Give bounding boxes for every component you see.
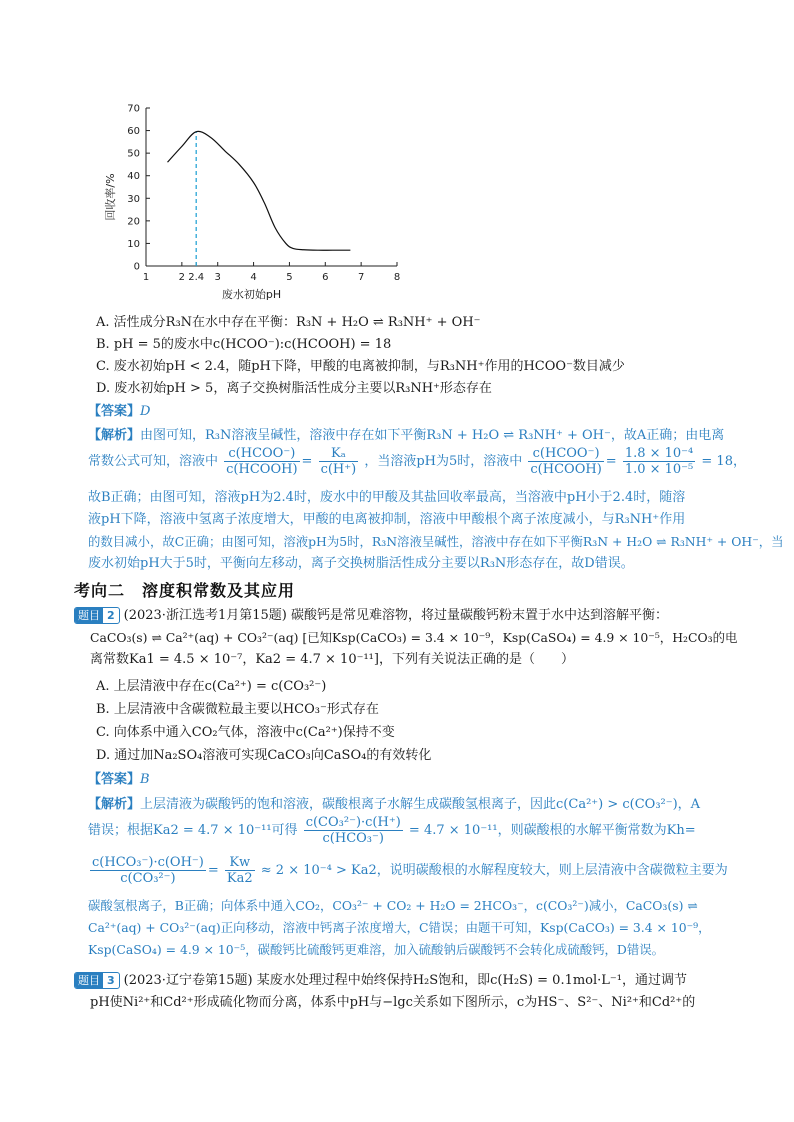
x-tick-label: 8 bbox=[393, 272, 401, 283]
y-tick-label: 40 bbox=[127, 171, 140, 183]
x-tick-label: 2.4 bbox=[188, 272, 205, 283]
q2-fraction-b: $\frac{\text{c(HCO₃⁻)·c(OH⁻)}}{\text{c(CO₃²⁻)}}$ bbox=[92, 855, 204, 886]
q2-analysis-line-3: $\frac{\text{c(HCO₃⁻)·c(OH⁻)}}{\text{c(CO₃²⁻)}}$ = $\frac{Kw}{Ka2}$ ≈ 2 × 10⁻⁴ > Ka2，说明碳酸根的水解程度较大，则上层清液中含碳微粒主要为 bbox=[92, 855, 728, 886]
q2-stem-line-2: CaCO₃(s) ⇌ Ca²⁺(aq) + CO₃²⁻(aq) [已知Ksp(CaCO₃) = 3.4 × 10⁻⁹，Ksp(CaSO₄) = 4.9 × 10⁻⁵，H₂CO₃的电 bbox=[90, 630, 738, 645]
y-axis-label: 回收率/% bbox=[104, 173, 117, 221]
q1-analysis-line-3: 故B正确；由图可知，溶液pH为2.4时，废水中的甲酸及其盐回收率最高，当溶液中pH小于2.4时，随溶 bbox=[88, 490, 686, 505]
x-axis-label: 废水初始pH bbox=[221, 288, 282, 301]
q2-fraction-a: $\frac{\text{c(CO₃²⁻)·c(H⁺)}}{\text{c(HCO₃⁻)}}$ bbox=[305, 815, 401, 846]
q1-answer: 【答案】D bbox=[88, 404, 151, 419]
q3-badge: 题目 3 bbox=[74, 972, 120, 989]
q2-option-d: D. 通过加Na₂SO₄溶液可实现CaCO₃向CaSO₄的有效转化 bbox=[96, 748, 432, 763]
x-tick-label: 5 bbox=[286, 272, 293, 283]
q3-stem-line-1: 题目 3 (2023·辽宁卷第15题) 某废水处理过程中始终保持H₂S饱和，即c(H₂S) = 0.1mol·L⁻¹，通过调节 bbox=[74, 972, 687, 990]
q2-analysis-line-1: 【解析】上层清液为碳酸钙的饱和溶液，碳酸根离子水解生成碳酸氢根离子，因此c(Ca²⁺) > c(CO₃²⁻)，A bbox=[88, 797, 701, 812]
recovery-chart bbox=[96, 96, 416, 306]
y-tick-label: 10 bbox=[127, 238, 140, 250]
q2-stem-line-1: 题目 2 (2023·浙江选考1月第15题) 碳酸钙是常见难溶物，将过量碳酸钙粉末置于水中达到溶解平衡： bbox=[74, 607, 668, 625]
q1-analysis-line-4: 液pH下降，溶液中氢离子浓度增大，甲酸的电离被抑制，溶液中甲酸根个离子浓度减小，与R₃NH⁺作用 bbox=[88, 512, 686, 527]
x-tick-label: 6 bbox=[322, 272, 329, 283]
q1-fraction-1: $\frac{\text{c(HCOO⁻)}}{\text{c(HCOOH)}}$ bbox=[226, 446, 298, 477]
q2-badge: 题目 2 bbox=[74, 607, 120, 624]
q1-fraction-4: $\frac{\text{1.8 × 10⁻⁴}}{\text{1.0 × 10⁻⁵}}$ bbox=[624, 446, 694, 477]
x-tick-label: 4 bbox=[250, 272, 257, 283]
q2-option-a: A. 上层清液中存在c(Ca²⁺) = c(CO₃²⁻) bbox=[96, 679, 327, 694]
q1-analysis-line-6: 废水初始pH大于5时，平衡向左移动，离子交换树脂活性成分主要以R₃N形态存在，故D错误。 bbox=[88, 556, 634, 571]
q1-analysis-line-1: 【解析】由图可知，R₃N溶液呈碱性，溶液中存在如下平衡R₃N + H₂O ⇌ R₃NH⁺ + OH⁻，故A正确；由电离 bbox=[88, 428, 725, 443]
x-tick-label: 3 bbox=[214, 272, 221, 283]
q1-fraction-3: $\frac{\text{c(HCOO⁻)}}{\text{c(HCOOH)}}$ bbox=[530, 446, 602, 477]
q2-option-b: B. 上层清液中含碳微粒最主要以HCO₃⁻形式存在 bbox=[96, 702, 379, 717]
section-title: 考向二 溶度积常数及其应用 bbox=[74, 581, 296, 600]
q1-option-c: C. 废水初始pH < 2.4，随pH下降，甲酸的电离被抑制，与R₃NH⁺作用的HCOO⁻数目减少 bbox=[96, 359, 625, 374]
y-tick-label: 60 bbox=[127, 126, 140, 138]
q3-stem-line-2: pH使Ni²⁺和Cd²⁺形成硫化物而分离，体系中pH与−lgc关系如下图所示，c为HS⁻、S²⁻、Ni²⁺和Cd²⁺的 bbox=[90, 995, 696, 1010]
recovery-curve bbox=[168, 131, 351, 250]
y-tick-label: 0 bbox=[133, 261, 140, 273]
y-tick-label: 50 bbox=[127, 148, 140, 160]
q2-analysis-line-6: Ksp(CaSO₄) = 4.9 × 10⁻⁵，碳酸钙比硫酸钙更难溶，加入硫酸钠后碳酸钙不会转化成硫酸钙，D错误。 bbox=[88, 942, 665, 957]
q2-analysis-line-2: 错误；根据Ka2 = 4.7 × 10⁻¹¹可得 $\frac{\text{c(CO₃²⁻)·c(H⁺)}}{\text{c(HCO₃⁻)}}$ = 4.7 × 10⁻¹¹，则碳酸根的水解平衡常数为Kh= bbox=[88, 815, 696, 846]
q2-stem-line-3: 离常数Ka1 = 4.5 × 10⁻⁷，Ka2 = 4.7 × 10⁻¹¹]，下列有关说法正确的是（ ） bbox=[90, 652, 574, 667]
q2-analysis-line-4: 碳酸氢根离子，B正确；向体系中通入CO₂，CO₃²⁻ + CO₂ + H₂O = 2HCO₃⁻，c(CO₃²⁻)减小，CaCO₃(s) ⇌ bbox=[88, 898, 698, 913]
q1-analysis-line-5: 的数目减小，故C正确；由图可知，溶液pH为5时，R₃N溶液呈碱性，溶液中存在如下平衡R₃N + H₂O ⇌ R₃NH⁺ + OH⁻，当 bbox=[88, 534, 784, 549]
q2-fraction-c: $\frac{Kw}{Ka2}$ bbox=[226, 855, 253, 886]
q1-fraction-2: $\frac{\text{Kₐ}}{c(H^+)}$ bbox=[320, 446, 357, 477]
q1-option-a: A. 活性成分R₃N在水中存在平衡：R₃N + H₂O ⇌ R₃NH⁺ + OH⁻ bbox=[96, 315, 481, 330]
q2-answer: 【答案】B bbox=[88, 772, 150, 787]
q2-analysis-line-5: Ca²⁺(aq) + CO₃²⁻(aq)正向移动，溶液中钙离子浓度增大，C错误；由题干可知，Ksp(CaCO₃) = 3.4 × 10⁻⁹， bbox=[88, 920, 711, 935]
y-tick-label: 30 bbox=[127, 193, 140, 205]
x-tick-label: 7 bbox=[357, 272, 365, 283]
x-tick-label: 1 bbox=[142, 272, 150, 283]
q1-option-b: B. pH = 5的废水中c(HCOO⁻):c(HCOOH) = 18 bbox=[96, 337, 392, 352]
q1-option-d: D. 废水初始pH > 5，离子交换树脂活性成分主要以R₃NH⁺形态存在 bbox=[96, 381, 492, 396]
y-tick-label: 70 bbox=[127, 103, 140, 115]
y-tick-label: 20 bbox=[127, 216, 140, 228]
x-tick-label: 2 bbox=[178, 272, 186, 283]
q2-option-c: C. 向体系中通入CO₂气体，溶液中c(Ca²⁺)保持不变 bbox=[96, 725, 395, 740]
q1-analysis-line-2: 常数公式可知，溶液中 $\frac{\text{c(HCOO⁻)}}{\text{c(HCOOH)}}$ = $\frac{\text{Kₐ}}{c(H^+)}$ ，当溶液pH为5时，溶液中 $\frac{\text{c(HCOO⁻)}}{\text{c(HCOOH)}}$ = $\frac{\text{1.8 × 10⁻⁴}}{\text{1.0 × 10⁻⁵}}$ = 18， bbox=[88, 446, 746, 477]
